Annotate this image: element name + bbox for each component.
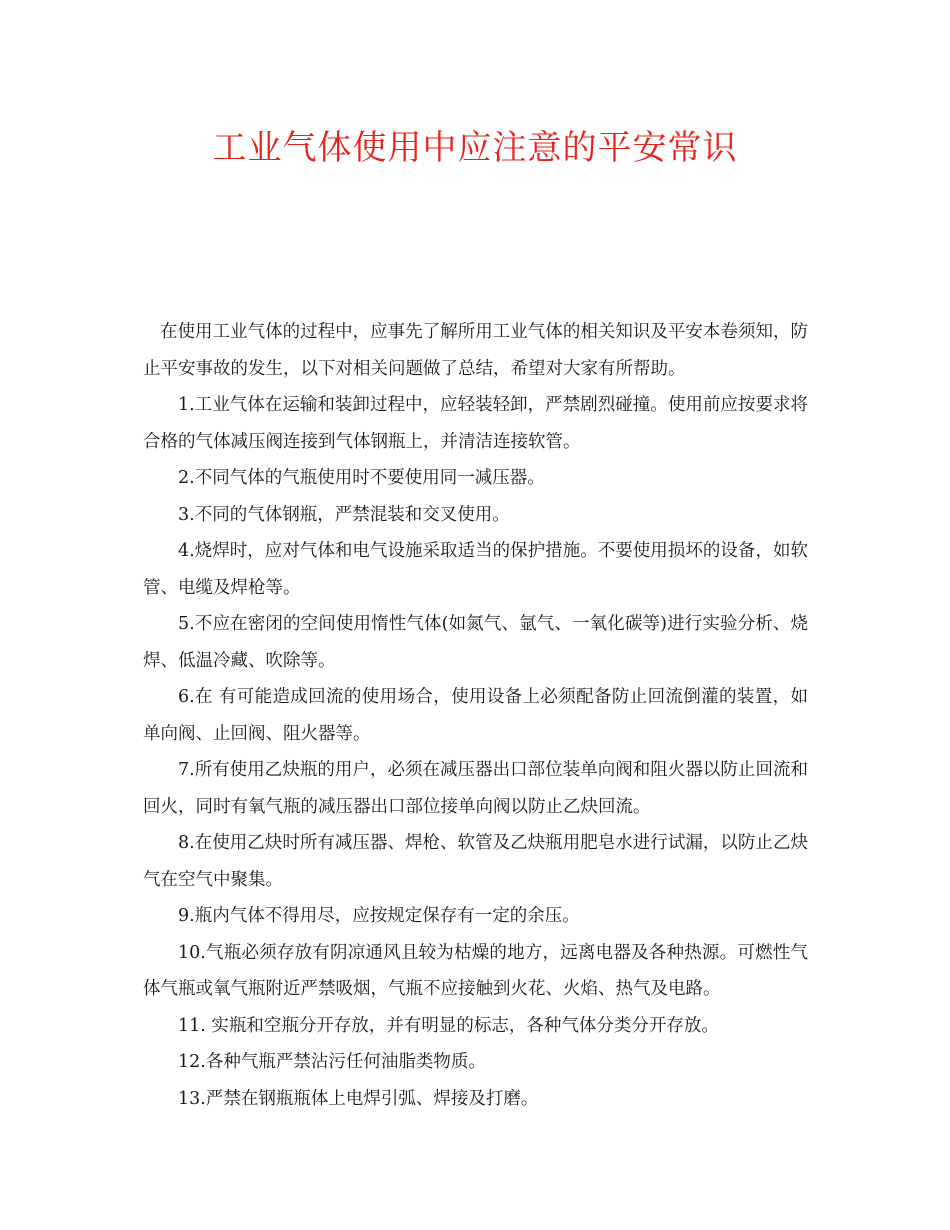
list-item: 7.所有使用乙炔瓶的用户，必须在减压器出口部位装单向阀和阻火器以防止回流和回火，同时有氧气瓶的减压器出口部位接单向阀以防止乙炔回流。 xyxy=(143,760,808,817)
list-item: 12.各种气瓶严禁沾污任何油脂类物质。 xyxy=(178,1052,486,1072)
list-item: 5.不应在密闭的空间使用惰性气体(如氮气、氩气、一氧化碳等)进行实验分析、烧焊、低温冷藏、吹除等。 xyxy=(143,614,808,671)
list-item: 9.瓶内气体不得用尽，应按规定保存有一定的余压。 xyxy=(178,906,580,926)
list-item: 1.工业气体在运输和装卸过程中，应轻装轻卸，严禁剧烈碰撞。使用前应按要求将合格的气体减压阀连接到气体钢瓶上，并清洁连接软管。 xyxy=(143,395,808,452)
list-item: 13.严禁在钢瓶瓶体上电焊引弧、焊接及打磨。 xyxy=(178,1088,539,1109)
list-item: 11. 实瓶和空瓶分开存放，并有明显的标志，各种气体分类分开存放。 xyxy=(178,1015,719,1036)
list-item: 2.不同气体的气瓶使用时不要使用同一减压器。 xyxy=(178,468,545,488)
list-item: 4.烧焊时，应对气体和电气设施采取适当的保护措施。不要使用损坏的设备，如软管、电缆及焊枪等。 xyxy=(143,541,808,598)
document-body xyxy=(143,314,808,1117)
list-item: 10.气瓶必须存放有阴凉通风且较为枯燥的地方，远离电器及各种热源。可燃性气体气瓶或氧气瓶附近严禁吸烟，气瓶不应接触到火花、火焰、热气及电路。 xyxy=(143,942,808,999)
list-item: 8.在使用乙炔时所有减压器、焊枪、软管及乙炔瓶用肥皂水进行试漏，以防止乙炔气在空气中聚集。 xyxy=(143,833,808,890)
page-title: 工业气体使用中应注意的平安常识 xyxy=(212,128,738,168)
list-item: 6.在 有可能造成回流的使用场合，使用设备上必须配备防止回流倒灌的装置，如单向阀、止回阀、阻火器等。 xyxy=(143,687,808,744)
list-item: 3.不同的气体钢瓶，严禁混装和交叉使用。 xyxy=(178,504,510,525)
intro-paragraph: 在使用工业气体的过程中，应事先了解所用工业气体的相关知识及平安本卷须知，防止平安事故的发生，以下对相关问题做了总结，希望对大家有所帮助。 xyxy=(143,322,808,379)
